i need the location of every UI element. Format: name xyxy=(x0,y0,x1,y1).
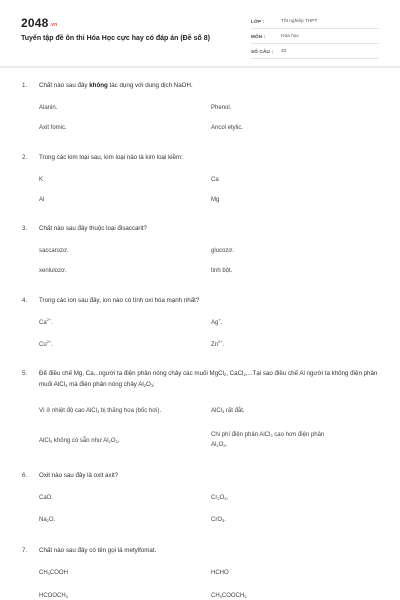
answer-option-a[interactable]: $CH_3COOH$ xyxy=(39,570,68,576)
answer-option-b[interactable]: $Cr_2O_3$. xyxy=(211,495,229,501)
page-header xyxy=(0,0,400,62)
meta-info xyxy=(251,14,379,59)
site-logo[interactable]: 2048.vn xyxy=(21,16,58,30)
answer-option-b[interactable]: glucozơ. xyxy=(211,248,234,254)
answer-option-a[interactable]: Vì ở nhiệt độ cao AlCl$_3$ bị thăng hoa (bốc hơi). xyxy=(39,408,162,414)
answer-option-a[interactable]: $Ca^{2+}$. xyxy=(39,317,53,326)
answer-option-b[interactable]: AlCl$_3$ rất đắt. xyxy=(211,408,245,414)
question-text: 1. Chất nào sau đây không tác dụng với dung dịch NaOH. xyxy=(22,82,193,89)
answer-option-c[interactable]: $HCOOCH_3$ xyxy=(39,593,68,599)
answer-option-c[interactable]: AlCl$_3$ không có sẵn như $Al_2O_3$. xyxy=(39,438,120,444)
question-text: 4. Trong các ion sau đây, ion nào có tính oxi hóa mạnh nhất? xyxy=(22,297,200,304)
answer-option-c[interactable]: $Na_2O$. xyxy=(39,517,56,523)
question-text: 3. Chất nào sau đây thuộc loại đisaccarit? xyxy=(22,225,148,232)
page-title: Tuyển tập đề ôn thi Hóa Học cực hay có đáp án (Đề số 8) xyxy=(21,35,210,42)
answer-option-a[interactable]: K xyxy=(39,177,44,183)
answer-option-b[interactable]: Ag+. xyxy=(211,317,223,326)
meta-row-count: SỐ CÂU : 40 xyxy=(251,44,379,59)
question-text: 7. Chất nào sau đây có tên gọi là metylfomat. xyxy=(22,547,157,554)
answer-option-c[interactable]: Axit fomic. xyxy=(39,125,67,131)
meta-row-grade: LỚP : Tốt nghiệp THPT xyxy=(251,14,379,29)
answer-option-d[interactable]: $CH_3COOCH_3$ xyxy=(211,593,247,599)
question-text: 6. Oxit nào sau đây là oxit axit? xyxy=(22,472,119,479)
answer-option-d[interactable]: Chi phí điện phân AlCl$_3$ cao hơn điện phân $Al_2O_3$. xyxy=(211,432,325,448)
answer-option-d[interactable]: $Zn^{2+}$. xyxy=(211,339,225,348)
answer-option-d[interactable]: tinh bột. xyxy=(211,268,233,274)
question-text: 2. Trong các kim loại sau, kim loại nào là kim loại kiềm: xyxy=(22,154,183,161)
answer-option-c[interactable]: Al xyxy=(39,197,45,203)
header-divider xyxy=(0,66,400,68)
answer-option-a[interactable]: CaO. xyxy=(39,495,54,501)
answer-option-a[interactable]: saccarozơ. xyxy=(39,248,69,254)
answer-option-b[interactable]: Phenol. xyxy=(211,105,232,111)
answer-option-d[interactable]: Ancol etylic. xyxy=(211,125,244,131)
answer-option-c[interactable]: $Cu^{2+}$. xyxy=(39,339,53,348)
meta-row-subject: MÔN : Hóa học xyxy=(251,29,379,44)
answer-option-d[interactable]: Mg xyxy=(211,197,220,203)
answer-option-b[interactable]: Ca xyxy=(211,177,219,183)
answer-option-a[interactable]: Alanin. xyxy=(39,105,58,111)
answer-option-b[interactable]: HCHO xyxy=(211,570,229,576)
answer-option-d[interactable]: CrO$_3$. xyxy=(211,517,226,523)
answer-option-c[interactable]: xenlulozơ. xyxy=(39,268,67,274)
question-text: 5. Để điều chế Mg, Ca,..người ta điện phân nóng chảy các muối MgCl$_2$, CaCl$_2$,...Tại sao điều chế Al người ta không điện phân muối AlCl$_3$ mà điện phân nóng chảy $Al_2O_3$: xyxy=(22,370,378,388)
